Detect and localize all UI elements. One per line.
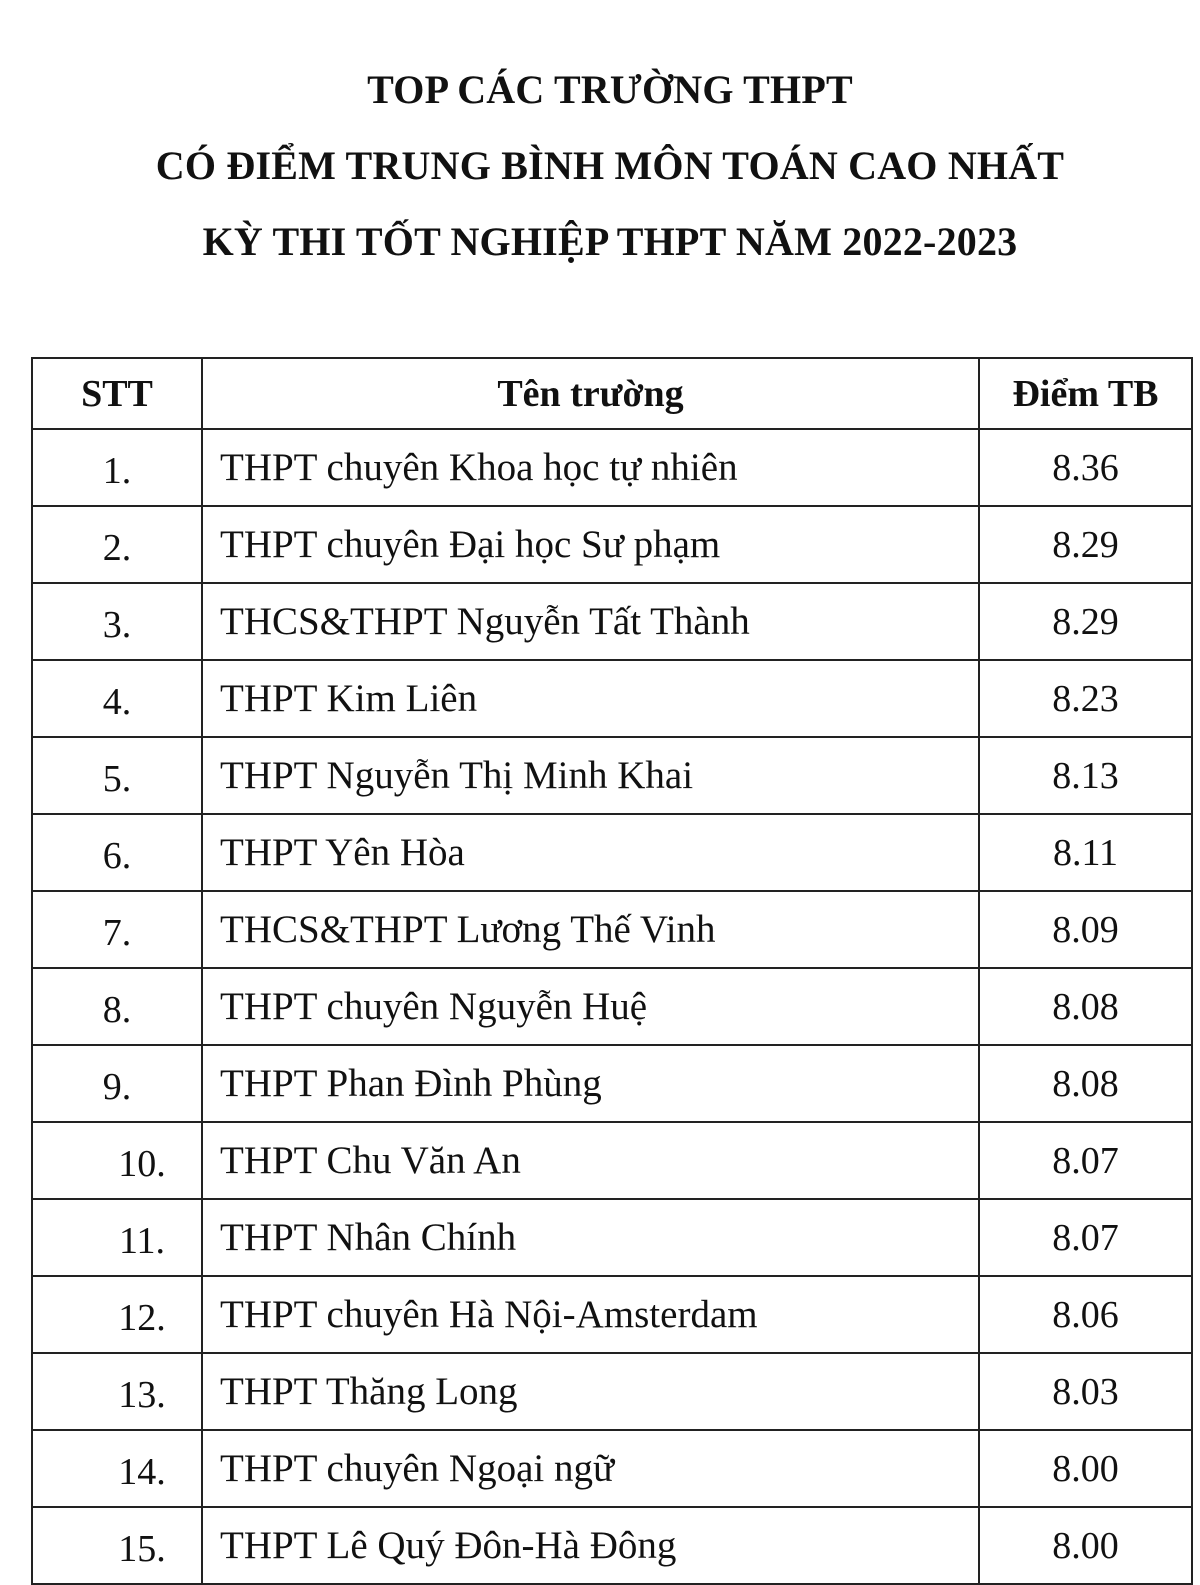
row-stt: 7. [32, 891, 202, 968]
row-score: 8.23 [979, 660, 1192, 737]
header-stt: STT [32, 358, 202, 429]
table-row [32, 737, 1192, 814]
row-stt: 11. [32, 1199, 202, 1276]
row-school-name: THPT Lê Quý Đôn-Hà Đông [202, 1507, 979, 1584]
row-score: 8.36 [979, 429, 1192, 506]
row-score: 8.29 [979, 583, 1192, 660]
row-score: 8.00 [979, 1507, 1192, 1584]
table-row [32, 814, 1192, 891]
row-score: 8.09 [979, 891, 1192, 968]
row-school-name: THCS&THPT Nguyễn Tất Thành [202, 583, 979, 660]
row-school-name: THPT chuyên Nguyễn Huệ [202, 968, 979, 1045]
row-stt: 4. [32, 660, 202, 737]
table-row [32, 660, 1192, 737]
title-line-3: KỲ THI TỐT NGHIỆP THPT NĂM 2022-2023 [202, 219, 1018, 264]
row-school-name: THPT chuyên Khoa học tự nhiên [202, 429, 979, 506]
row-score: 8.07 [979, 1122, 1192, 1199]
table-row [32, 891, 1192, 968]
row-stt: 15. [32, 1507, 202, 1584]
table-row [32, 968, 1192, 1045]
row-school-name: THPT chuyên Hà Nội-Amsterdam [202, 1276, 979, 1353]
row-stt: 1. [32, 429, 202, 506]
row-school-name: THPT chuyên Ngoại ngữ [202, 1430, 979, 1507]
row-stt: 5. [32, 737, 202, 814]
table-row [32, 1045, 1192, 1122]
row-stt: 14. [32, 1430, 202, 1507]
row-school-name: THPT chuyên Đại học Sư phạm [202, 506, 979, 583]
row-stt: 8. [32, 968, 202, 1045]
row-school-name: THPT Phan Đình Phùng [202, 1045, 979, 1122]
table-row [32, 1353, 1192, 1430]
row-score: 8.11 [979, 814, 1192, 891]
row-stt: 12. [32, 1276, 202, 1353]
row-score: 8.29 [979, 506, 1192, 583]
table-row [32, 429, 1192, 506]
row-score: 8.13 [979, 737, 1192, 814]
table-row [32, 1276, 1192, 1353]
row-stt: 9. [32, 1045, 202, 1122]
row-school-name: THPT Nhân Chính [202, 1199, 979, 1276]
row-score: 8.07 [979, 1199, 1192, 1276]
table-row [32, 1430, 1192, 1507]
row-stt: 2. [32, 506, 202, 583]
row-school-name: THCS&THPT Lương Thế Vinh [202, 891, 979, 968]
row-score: 8.00 [979, 1430, 1192, 1507]
header-average-score: Điểm TB [979, 358, 1192, 429]
row-score: 8.03 [979, 1353, 1192, 1430]
row-school-name: THPT Yên Hòa [202, 814, 979, 891]
row-school-name: THPT Chu Văn An [202, 1122, 979, 1199]
header-school-name: Tên trường [202, 358, 979, 429]
row-stt: 10. [32, 1122, 202, 1199]
ranking-table [31, 357, 1193, 1585]
row-stt: 13. [32, 1353, 202, 1430]
row-score: 8.08 [979, 1045, 1192, 1122]
table-header-row [32, 358, 1192, 429]
title-line-2: CÓ ĐIỂM TRUNG BÌNH MÔN TOÁN CAO NHẤT [155, 143, 1065, 188]
table-row [32, 1199, 1192, 1276]
row-score: 8.06 [979, 1276, 1192, 1353]
table-row [32, 506, 1192, 583]
title-line-1: TOP CÁC TRƯỜNG THPT [367, 67, 853, 112]
row-school-name: THPT Kim Liên [202, 660, 979, 737]
table-row [32, 583, 1192, 660]
document-title [0, 52, 1200, 280]
row-school-name: THPT Thăng Long [202, 1353, 979, 1430]
row-score: 8.08 [979, 968, 1192, 1045]
row-stt: 6. [32, 814, 202, 891]
row-school-name: THPT Nguyễn Thị Minh Khai [202, 737, 979, 814]
table-row [32, 1122, 1192, 1199]
table-row [32, 1507, 1192, 1584]
row-stt: 3. [32, 583, 202, 660]
